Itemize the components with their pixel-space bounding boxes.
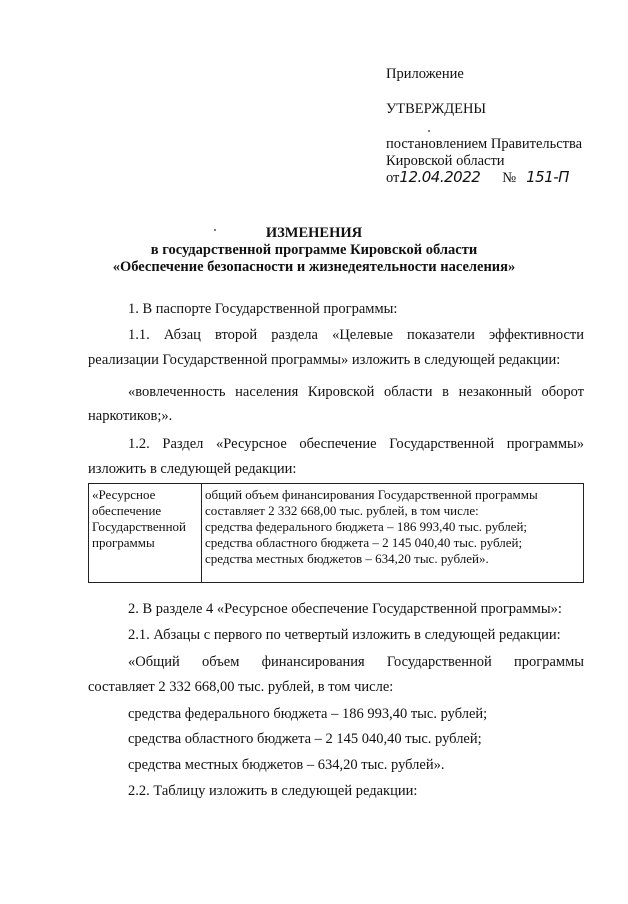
appendix-label: Приложение <box>386 66 464 82</box>
table-cell-line: средства областного бюджета – 2 145 040,40 тыс. рублей; <box>205 535 523 550</box>
table-cell-line: «Ресурсное <box>92 487 156 502</box>
doc-title: ИЗМЕНЕНИЯ <box>265 225 363 241</box>
decree-line1: постановлением Правительства <box>386 136 583 152</box>
paragraph-2-1: 2.1. Абзацы с первого по четвертый изложить в следующей редакции: <box>128 627 561 643</box>
table-cell-line: средства местных бюджетов – 634,20 тыс. рублей». <box>205 551 489 566</box>
table-cell-label <box>89 484 202 583</box>
doc-subtitle-line2: «Обеспечение безопасности и жизнедеятельности населения» <box>112 259 516 275</box>
quote-2-line2: составляет 2 332 668,00 тыс. рублей, в том числе: <box>88 679 394 695</box>
number-prefix: № <box>502 170 517 186</box>
date-prefix: от <box>386 170 400 186</box>
resource-table <box>88 483 584 583</box>
date-handwritten: 12.04.2022 <box>399 168 481 186</box>
quote-2-line5: средства местных бюджетов – 634,20 тыс. рублей». <box>128 757 445 773</box>
paragraph-1: 1. В паспорте Государственной программы: <box>128 301 398 317</box>
table-cell-value <box>202 484 584 583</box>
table-cell-line: обеспечение <box>92 503 162 518</box>
paragraph-1-1-line2: реализации Государственной программы» изложить в следующей редакции: <box>88 352 561 368</box>
table-row <box>89 484 584 583</box>
quote-1-line1: «вовлеченность населения Кировской области в незаконный оборот <box>128 384 584 400</box>
paragraph-2: 2. В разделе 4 «Ресурсное обеспечение Государственной программы»: <box>128 601 562 617</box>
approved-label: УТВЕРЖДЕНЫ <box>386 101 487 117</box>
paragraph-1-1-line1: 1.1. Абзац второй раздела «Целевые показатели эффективности <box>128 327 584 343</box>
date-line <box>386 168 569 187</box>
table-cell-line: составляет 2 332 668,00 тыс. рублей, в том числе: <box>205 503 479 518</box>
scan-speck <box>428 130 430 132</box>
paragraph-1-2-line2: изложить в следующей редакции: <box>88 461 297 477</box>
paragraph-1-2-line1: 1.2. Раздел «Ресурсное обеспечение Государственной программы» <box>128 436 584 452</box>
table-cell-line: средства федерального бюджета – 186 993,40 тыс. рублей; <box>205 519 528 534</box>
table-cell-line: Государственной <box>92 519 187 534</box>
quote-2-line1: «Общий объем финансирования Государственной программы <box>128 654 584 670</box>
paragraph-2-2: 2.2. Таблицу изложить в следующей редакции: <box>128 783 418 799</box>
table-cell-line: общий объем финансирования Государственной программы <box>205 487 538 502</box>
doc-subtitle-line1: в государственной программе Кировской области <box>150 242 478 258</box>
quote-2-line4: средства областного бюджета – 2 145 040,40 тыс. рублей; <box>128 731 482 747</box>
decree-line2: Кировской области <box>386 153 505 169</box>
quote-1-line2: наркотиков;». <box>88 408 173 424</box>
number-handwritten: 151-П <box>526 168 569 186</box>
quote-2-line3: средства федерального бюджета – 186 993,40 тыс. рублей; <box>128 706 488 722</box>
table-cell-line: программы <box>92 535 155 550</box>
